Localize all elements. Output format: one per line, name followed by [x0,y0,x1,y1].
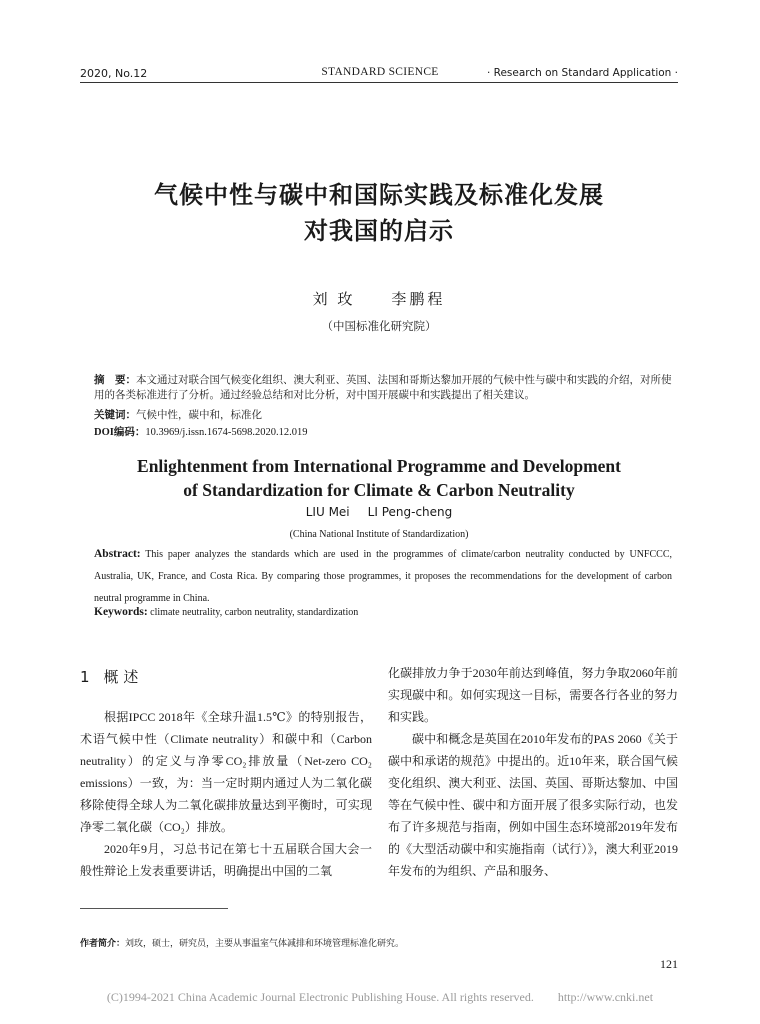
chinese-abstract-label: 摘 要： [94,375,136,386]
column-label: · Research on Standard Application · [486,67,678,79]
english-abstract-text: This paper analyzes the standards which are used in the programmes of climate/carbon neutrality conducted by UNFCCC, Australia, UK, France, and Costa Rica. By comparing those programmes, it proposes the recommendations for the development of carbon neutral programme in China. [94,549,672,604]
chinese-author-2: 李鹏程 [391,292,446,308]
english-keywords-label: Keywords: [94,606,148,618]
chinese-keywords-label: 关键词： [94,410,136,421]
chinese-keywords-text: 气候中性，碳中和，标准化 [136,410,262,421]
section-title: 概 述 [103,668,139,686]
chinese-title-line-1: 气候中性与碳中和国际实践及标准化发展 [154,183,604,209]
english-authors [80,505,678,519]
body-column-left [80,706,372,882]
journal-name: STANDARD SCIENCE [321,66,439,78]
body-paragraph: 化碳排放力争于2030年前达到峰值，努力争取2060年前实现碳中和。如何实现这一目标，需要各行各业的努力和实践。 [388,666,678,724]
copyright-notice: (C)1994-2021 China Academic Journal Electronic Publishing House. All rights reserved. http://www.cnki.net [106,990,654,1004]
chinese-keywords [94,408,672,423]
section-heading [80,666,138,687]
chinese-abstract-text: 本文通过对联合国气候变化组织、澳大利亚、英国、法国和哥斯达黎加开展的气候中性与碳中和实践的介绍，对所使用的各类标准进行了分析。通过经验总结和对比分析，对中国开展碳中和实践提出了相关建议。 [94,375,672,401]
issue-label: 2020, No.12 [80,67,148,80]
chinese-author-1: 刘 玫 [312,292,356,308]
english-title [80,454,678,502]
doi-label: DOI编码： [94,427,146,438]
chinese-title-line-2: 对我国的启示 [304,219,454,245]
footnote-rule [80,908,228,909]
chinese-abstract [94,373,672,403]
chinese-title [80,178,678,250]
body-paragraph: 根据IPCC 2018年《全球升温1.5℃》的特别报告，术语气候中性（Climate neutrality）和碳中和（Carbon neutrality）的定义与净零CO₂排放量（Net-zero CO₂ emissions）一致，为：当一定时期内通过人为二氧化碳移除使得全球人为二氧化碳排放量达到平衡时，可实现净零二氧化碳（CO₂）排放。 [80,710,372,834]
footnote-text: 刘玫，硕士，研究员，主要从事温室气体减排和环境管理标准化研究。 [125,938,405,948]
english-abstract [94,543,672,610]
header-rule [80,82,678,83]
section-number: 1 [80,668,90,686]
footnote [80,936,404,949]
body-paragraph: 2020年9月，习总书记在第七十五届联合国大会一般性辩论上发表重要讲话，明确提出中国的二氧 [80,842,372,878]
footnote-label: 作者简介： [80,938,126,948]
body-paragraph: 碳中和概念是英国在2010年发布的PAS 2060《关于碳中和承诺的规范》中提出的。近10年来，联合国气候变化组织、澳大利亚、法国、英国、哥斯达黎加、中国等在气候中性、碳中和方面开展了很多实际行动，也发布了许多规范与指南，例如中国生态环境部2019年发布的《大型活动碳中和实施指南（试行）》，澳大利亚2019年发布的为组织、产品和服务、 [388,732,678,878]
chinese-authors [80,288,678,309]
english-title-line-1: Enlightenment from International Programme and Development [137,456,621,476]
page-number: 121 [660,957,678,971]
chinese-affiliation: （中国标准化研究院） [321,321,437,333]
doi [94,425,672,440]
english-keywords [94,606,358,618]
english-author-1: LIU Mei [305,505,350,519]
english-abstract-label: Abstract: [94,548,141,560]
doi-text: 10.3969/j.issn.1674-5698.2020.12.019 [145,427,308,438]
english-affiliation: (China National Institute of Standardization) [289,529,469,540]
body-column-right [388,662,678,882]
english-title-line-2: of Standardization for Climate & Carbon Neutrality [183,480,575,500]
english-author-2: LI Peng-cheng [367,505,453,519]
english-keywords-text: climate neutrality, carbon neutrality, standardization [147,607,359,618]
